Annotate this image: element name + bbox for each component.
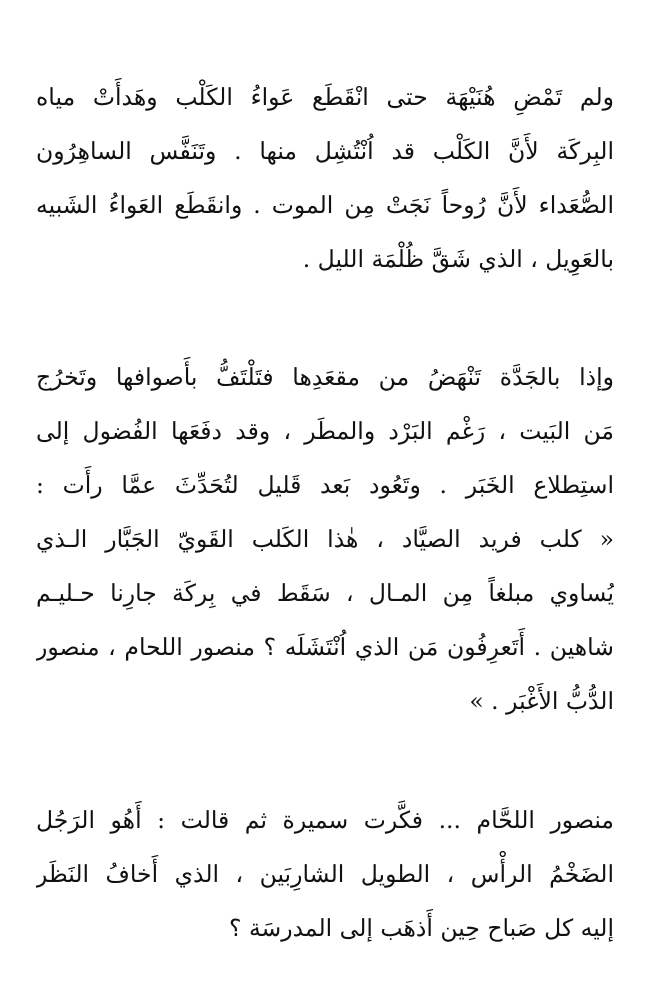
text-line: منصور اللحَّام ... فكَّرت سميرة ثم قالت : أَهُو الرَجُل [36,806,614,834]
paragraph-3 [36,793,614,955]
text-line: بالعَوِيل ، الذي شَقَّ ظُلْمَة الليل . [302,245,614,273]
text-line: البِركَة لأَنَّ الكَلْب قد اُنْتُشِل منها . وتَنَفَّس الساهِرُون [36,137,614,165]
text-line: الضَخْمُ الرأْس ، الطويل الشارِبَين ، الذي أَخافُ النَظَر [36,860,614,888]
text-line: استِطلاع الخَبَر . وتَعُود بَعد قَليل لتُحَدِّثَ عمَّا رأَت : [36,471,614,499]
paragraph-2 [36,350,614,728]
text-line: مَن البَيت ، رَغْم البَرْد والمطَر ، وقد دفَعَها الفُضول إلى [36,417,614,445]
text-line: الصُّعَداء لأَنَّ رُوحاً نَجَتْ مِن الموت . وانقَطَع العَواءُ الشَبيه [36,191,614,219]
text-line: يُساوي مبلغاً مِن المـال ، سَقَط في بِركَة جارِنا حـليـم [36,579,614,607]
text-line: ولم تَمْضِ هُنَيْهَة حتى انْقَطَع عَواءُ الكَلْب وهَدأَتْ مياه [36,83,614,111]
text-line: إليه كل صَباح حِين أَذهَب إلى المدرسَة ؟ [229,914,614,942]
paragraph-1 [36,70,614,286]
text-line: وإذا بالجَدَّة تَنْهَضُ من مقعَدِها فتَلْتَفُّ بأَصوافها وتَخرُج [36,363,614,391]
text-line: « كلب فريد الصيَّاد ، هٰذا الكَلب القَويّ الجَبَّار الـذي [36,525,614,553]
text-line: شاهين . أَتَعرِفُون مَن الذي اُنْتَشَلَه ؟ منصور اللحام ، منصور [36,633,614,661]
text-line: الدُّبُّ الأَغْبَر . » [469,687,614,715]
